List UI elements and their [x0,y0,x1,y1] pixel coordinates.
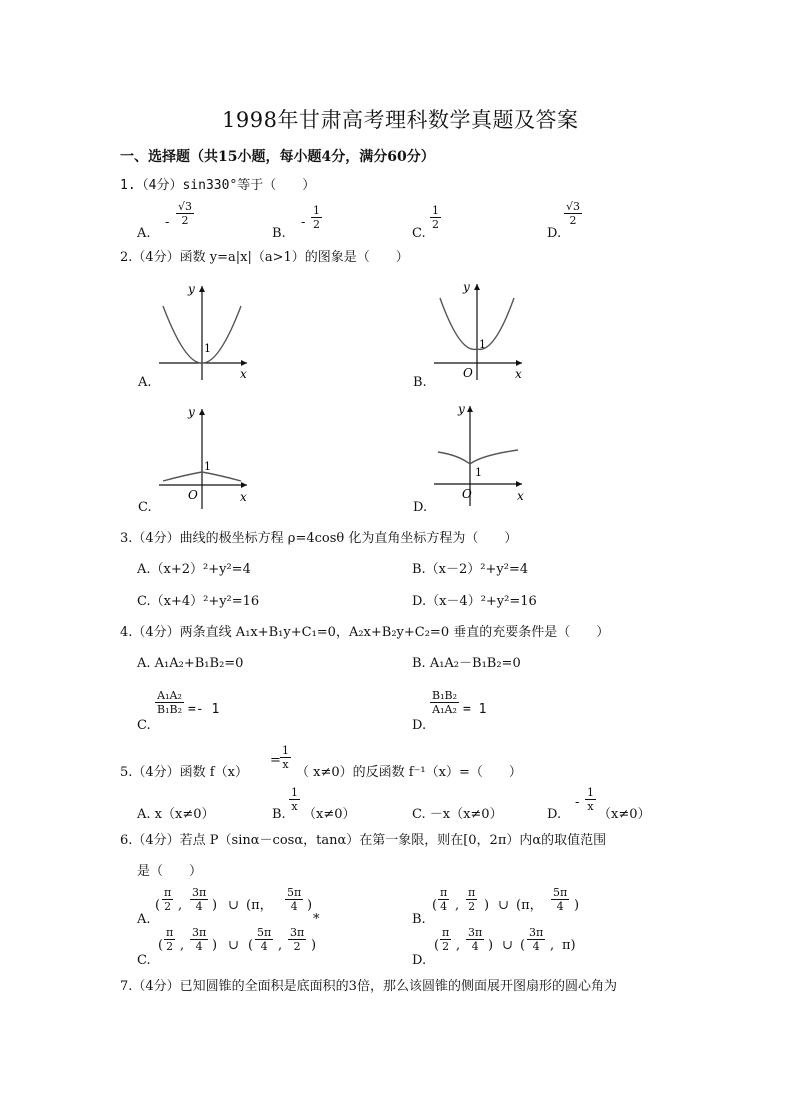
q6-b-rparen2: ) [574,898,580,913]
q4-stem: 4.（4分）两条直线 A₁x+B₁y+C₁=0，A₂x+B₂y+C₂=0 垂直的充要条件是（ ） [120,625,610,640]
q6-stem: 6.（4分）若点 P（sinα－cosα，tanα）在第一象限，则在[0，2π）内α的取值范围 [120,833,607,848]
q6-d-union: ∪ [502,938,513,953]
q5-equals: = [270,753,281,768]
q5-option-c: C. －x（x≠0） [412,807,503,822]
q2-c-one-label: 1 [204,460,211,473]
q4-option-b: B. A₁A₂－B₁B₂=0 [412,656,521,671]
q1-d-fraction: $\frac{√3}{2}$ [566,200,581,227]
q6-b-frac3: $\frac{5\pi}{4}$ [553,886,568,913]
q1-option-a: A. [137,226,151,241]
q6-b-comma1: , [455,898,460,913]
q6-d-comma1: , [456,938,461,953]
q6-a-star: * [313,912,320,927]
q2-d-y-label: y [458,402,465,416]
q3-option-c: C.（x+4）²+y²=16 [137,594,260,609]
q3-option-d: D.（x－4）²+y²=16 [412,594,537,609]
q6-c-frac2: $\frac{3\pi}{4}$ [192,926,207,953]
page-title: 1998年甘肃高考理科数学真题及答案 [222,108,579,132]
q3-option-b: B.（x－2）²+y²=4 [412,562,529,577]
q6-c-rparen2: ) [311,938,317,953]
q4-c-fraction: $\frac{\text{A₁A₂}}{\text{B₁B₂}}$ [157,689,182,716]
q6-c-comma2: , [278,938,283,953]
q6-c-rparen: ) [212,938,218,953]
q5-option-d: D. [547,807,562,822]
q6-c-frac1: $\frac{\pi}{2}$ [166,926,174,953]
q2-a-one-label: 1 [204,342,211,355]
q6-c-union: ∪ [228,938,239,953]
q6-a-rparen2: ) [307,898,313,913]
q7-stem: 7.（4分）已知圆锥的全面积是底面积的3倍，那么该圆锥的侧面展开图扇形的圆心角为 [120,979,617,994]
q6-option-a: A. [137,912,151,927]
q6-d-comma2: , [550,938,555,953]
q2-b-x-label: x [515,367,522,381]
q2-option-c: C. [138,500,152,515]
q5-d-fraction: $\frac{1}{x}$ [587,786,594,813]
q2-c-origin-label: O [188,488,198,502]
q1-stem: 1.（4分）sin330°等于（ ） [120,178,316,193]
q6-option-c: C. [137,953,151,968]
q6-d-frac2: $\frac{3\pi}{4}$ [468,926,483,953]
q6-d-lparen2: ( [520,938,526,953]
q4-d-rhs: = 1 [463,702,487,717]
q6-b-frac2: $\frac{\pi}{2}$ [468,886,476,913]
q6-d-pi-close: π) [562,938,576,953]
q6-d-frac1: $\frac{\pi}{2}$ [442,926,450,953]
q6-stem-line2: 是（ ） [137,864,203,879]
q6-option-b: B. [412,912,426,927]
q2-a-y-label: y [188,282,195,296]
q6-a-comma1: , [178,898,183,913]
q5-d-tail: （x≠0） [598,807,651,822]
q5-option-a: A. x（x≠0） [137,807,215,822]
q2-b-y-label: y [463,280,470,294]
q2-d-one-label: 1 [475,466,482,479]
q2-graph-b [430,278,530,383]
q2-b-origin-label: O [463,366,473,380]
q6-d-frac3: $\frac{3\pi}{4}$ [529,926,544,953]
q3-stem: 3.（4分）曲线的极坐标方程 ρ=4cosθ 化为直角坐标方程为（ ） [120,531,518,546]
q6-c-frac4: $\frac{3\pi}{2}$ [290,926,305,953]
q6-b-union: ∪ [498,898,509,913]
q6-d-rparen: ) [488,938,494,953]
q2-stem: 2.（4分）函数 y=a|x|（a>1）的图象是（ ） [120,250,409,265]
q6-c-lparen2: ( [248,938,254,953]
q6-a-frac2: $\frac{3\pi}{4}$ [192,886,207,913]
q2-option-b: B. [413,375,427,390]
q6-a-frac3: $\frac{5\pi}{4}$ [287,886,302,913]
q1-option-b: B. [272,226,286,241]
q2-c-x-label: x [240,490,247,504]
q1-b-fraction: $\frac{1}{2}$ [313,204,320,231]
q4-d-fraction: $\frac{\text{B₁B₂}}{\text{A₁A₂}}$ [432,689,457,716]
q5-stem-b: （ x≠0）的反函数 f⁻¹（x）=（ ） [296,765,522,780]
q1-option-c: C. [412,226,426,241]
q5-stem-a: 5.（4分）函数 f（x） [120,765,248,780]
q2-d-origin-label: O [462,487,472,501]
q6-b-lparen: ( [432,898,438,913]
q6-b-pi-open: (π， [516,898,543,913]
q5-d-minus: - [575,795,580,810]
q6-a-union: ∪ [228,898,239,913]
q1-a-fraction: $\frac{√3}{2}$ [178,200,193,227]
q2-option-d: D. [413,500,428,515]
q5-b-tail: （x≠0） [303,807,356,822]
q4-option-d: D. [412,718,427,733]
q4-c-rhs: =- 1 [188,702,220,717]
q2-a-x-label: x [240,367,247,381]
q5-fraction: $\frac{1}{x}$ [282,744,289,771]
q1-c-fraction: $\frac{1}{2}$ [432,204,439,231]
q1-b-minus: - [301,215,306,230]
q2-graph-d [430,400,530,510]
q5-option-b: B. [272,807,286,822]
q6-a-lparen: ( [155,898,161,913]
q6-c-frac3: $\frac{5\pi}{4}$ [257,926,272,953]
q2-option-a: A. [138,375,152,390]
q1-option-d: D. [547,226,562,241]
q6-c-lparen: ( [158,938,164,953]
q3-option-a: A.（x+2）²+y²=4 [137,562,251,577]
q5-b-fraction: $\frac{1}{x}$ [291,786,298,813]
q6-option-d: D. [412,953,427,968]
q2-d-x-label: x [517,489,524,503]
section-heading: 一、选择题（共15小题，每小题4分，满分60分） [120,149,435,165]
q2-c-y-label: y [188,405,195,419]
q2-b-one-label: 1 [479,338,486,351]
q2-graph-a [155,280,255,385]
q2-graph-c [155,403,255,513]
q6-a-pi-open: (π， [246,898,273,913]
q6-b-frac1: $\frac{\pi}{4}$ [440,886,448,913]
q6-a-rparen: ) [212,898,218,913]
q1-a-minus: - [165,215,170,230]
q4-option-a: A. A₁A₂+B₁B₂=0 [137,656,244,671]
q4-option-c: C. [137,718,151,733]
q6-b-rparen: ) [484,898,490,913]
q6-c-comma1: , [180,938,185,953]
q6-d-lparen: ( [434,938,440,953]
q6-a-frac1: $\frac{\pi}{2}$ [164,886,172,913]
